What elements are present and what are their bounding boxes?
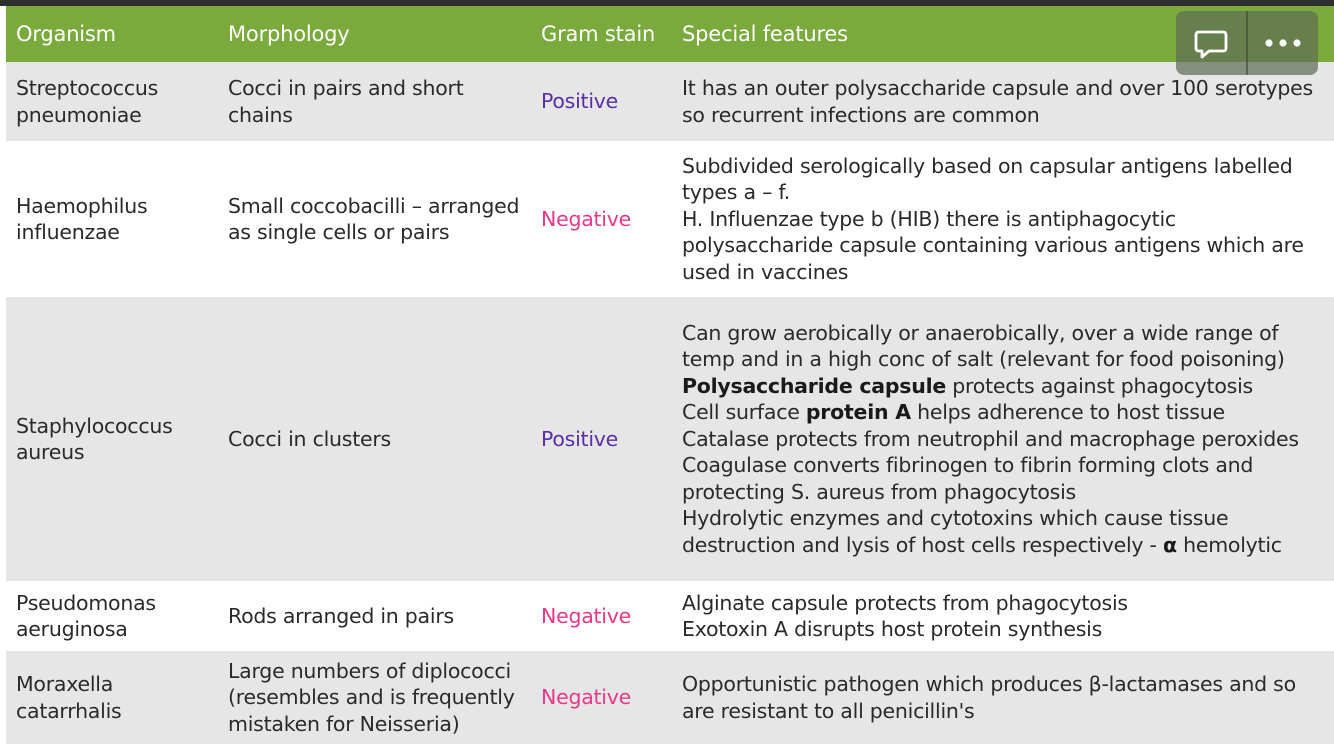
morphology-cell: [228, 651, 533, 744]
feature-line: [682, 373, 1299, 400]
feature-line: [682, 179, 1304, 206]
gram-stain-cell: [541, 62, 671, 141]
feature-line: [682, 320, 1299, 347]
special-features-cell: [682, 141, 1332, 297]
feature-text: Exotoxin A disrupts host protein synthesis: [682, 617, 1103, 641]
morphology-line: Small coccobacilli – arranged: [228, 193, 520, 218]
feature-text: Alginate capsule protects from phagocytosis: [682, 590, 1128, 615]
feature-text: polysaccharide capsule containing various antigens which are: [682, 233, 1304, 258]
header-gram-stain: Gram stain: [541, 22, 656, 46]
feature-text: destruction and lysis of host cells respectively -: [682, 532, 1163, 557]
organism-name-line: Pseudomonas: [16, 590, 156, 615]
header-organism: Organism: [16, 22, 116, 46]
feature-text: Can grow aerobically or anaerobically, over a wide range of: [682, 320, 1279, 345]
gram-stain-positive: Positive: [541, 89, 619, 114]
organism-name-line: influenzae: [16, 220, 120, 244]
header-morphology: Morphology: [228, 22, 350, 46]
morphology-cell: [228, 62, 533, 141]
feature-text: used in vaccines: [682, 259, 849, 284]
gram-stain-negative: Negative: [541, 685, 631, 710]
feature-line: [682, 399, 1299, 426]
feature-text: are resistant to all penicillin's: [682, 698, 975, 723]
morphology-cell: [228, 297, 533, 581]
feature-line: [682, 452, 1299, 479]
organism-name-line: catarrhalis: [16, 698, 122, 723]
feature-line: [682, 505, 1299, 532]
morphology-line: Cocci in clusters: [228, 426, 391, 451]
table-row: [6, 581, 1334, 651]
gram-stain-positive: Positive: [541, 426, 619, 451]
feature-text: Catalase protects from neutrophil and macrophage peroxides: [682, 426, 1299, 451]
feature-text: temp and in a high conc of salt (relevant for food poisoning): [682, 347, 1285, 372]
feature-text: Hydrolytic enzymes and cytotoxins which cause tissue: [682, 506, 1229, 531]
feature-text: Opportunistic pathogen which produces β-lactamases and so: [682, 672, 1296, 696]
organism-cell: [16, 141, 216, 297]
morphology-line: Large numbers of diplococci: [228, 658, 511, 683]
organism-cell: [16, 651, 216, 744]
floating-toolbar: [1176, 11, 1318, 75]
feature-emphasis: α: [1162, 532, 1177, 557]
feature-emphasis: Polysaccharide capsule: [682, 373, 947, 398]
feature-line: [682, 153, 1304, 180]
morphology-line: Rods arranged in pairs: [228, 603, 454, 628]
feature-text: Coagulase converts fibrinogen to fibrin forming clots and: [682, 453, 1254, 478]
morphology-cell: [228, 141, 533, 297]
gram-stain-cell: [541, 581, 671, 651]
feature-line: [682, 698, 1296, 725]
gram-stain-negative: Negative: [541, 206, 631, 231]
organism-name-line: pneumoniae: [16, 102, 142, 127]
feature-line: [682, 671, 1296, 698]
table-header: [6, 6, 1334, 62]
table-row: [6, 141, 1334, 297]
feature-text: hemolytic: [1176, 532, 1282, 557]
organism-cell: [16, 297, 216, 581]
feature-text: It has an outer polysaccharide capsule and over 100 serotypes: [682, 76, 1313, 100]
morphology-line: as single cells or pairs: [228, 220, 450, 244]
feature-text: types a – f.: [682, 180, 791, 205]
morphology-line: Cocci in pairs and short: [228, 76, 464, 100]
feature-line: [682, 259, 1304, 286]
feature-line: [682, 590, 1128, 617]
feature-line: [682, 102, 1313, 129]
feature-text: Cell surface: [682, 400, 806, 425]
feature-line: [682, 616, 1128, 643]
feature-line: [682, 75, 1313, 102]
morphology-cell: [228, 581, 533, 651]
table-row: [6, 62, 1334, 141]
feature-line: [682, 532, 1299, 559]
feature-text: Subdivided serologically based on capsular antigens labelled: [682, 153, 1293, 178]
feature-line: [682, 206, 1304, 233]
feature-line: [682, 479, 1299, 506]
gram-stain-cell: [541, 141, 671, 297]
feature-line: [682, 346, 1299, 373]
feature-line: [682, 232, 1304, 259]
feature-text: protects against phagocytosis: [946, 373, 1253, 398]
table-row: [6, 651, 1334, 744]
feature-text: so recurrent infections are common: [682, 102, 1040, 127]
organism-name-line: Staphylococcus: [16, 413, 173, 438]
organism-cell: [16, 62, 216, 141]
feature-text: protecting S. aureus from phagocytosis: [682, 479, 1076, 504]
special-features-cell: [682, 581, 1332, 651]
special-features-cell: [682, 651, 1332, 744]
gram-stain-cell: [541, 651, 671, 744]
feature-text: helps adherence to host tissue: [910, 400, 1225, 425]
organism-name-line: Streptococcus: [16, 76, 159, 100]
header-special-features: Special features: [682, 22, 848, 46]
gram-stain-cell: [541, 297, 671, 581]
organism-cell: [16, 581, 216, 651]
feature-emphasis: protein A: [805, 400, 911, 425]
morphology-line: mistaken for Neisseria): [228, 711, 460, 736]
feature-text: H. Influenzae type b (HIB) there is antiphagocytic: [682, 206, 1176, 231]
organism-name-line: Haemophilus: [16, 193, 148, 218]
organism-name-line: aureus: [16, 440, 85, 464]
morphology-line: chains: [228, 102, 293, 127]
morphology-line: (resembles and is frequently: [228, 685, 515, 710]
ellipsis-icon: [1261, 33, 1305, 53]
gram-stain-negative: Negative: [541, 603, 631, 628]
more-options-button[interactable]: [1248, 11, 1318, 75]
feature-line: [682, 426, 1299, 453]
organism-name-line: aeruginosa: [16, 617, 128, 641]
table-row: [6, 297, 1334, 581]
comment-button[interactable]: [1176, 11, 1246, 75]
special-features-cell: [682, 297, 1332, 581]
organism-name-line: Moraxella: [16, 672, 114, 696]
speech-bubble-icon: [1191, 23, 1231, 63]
